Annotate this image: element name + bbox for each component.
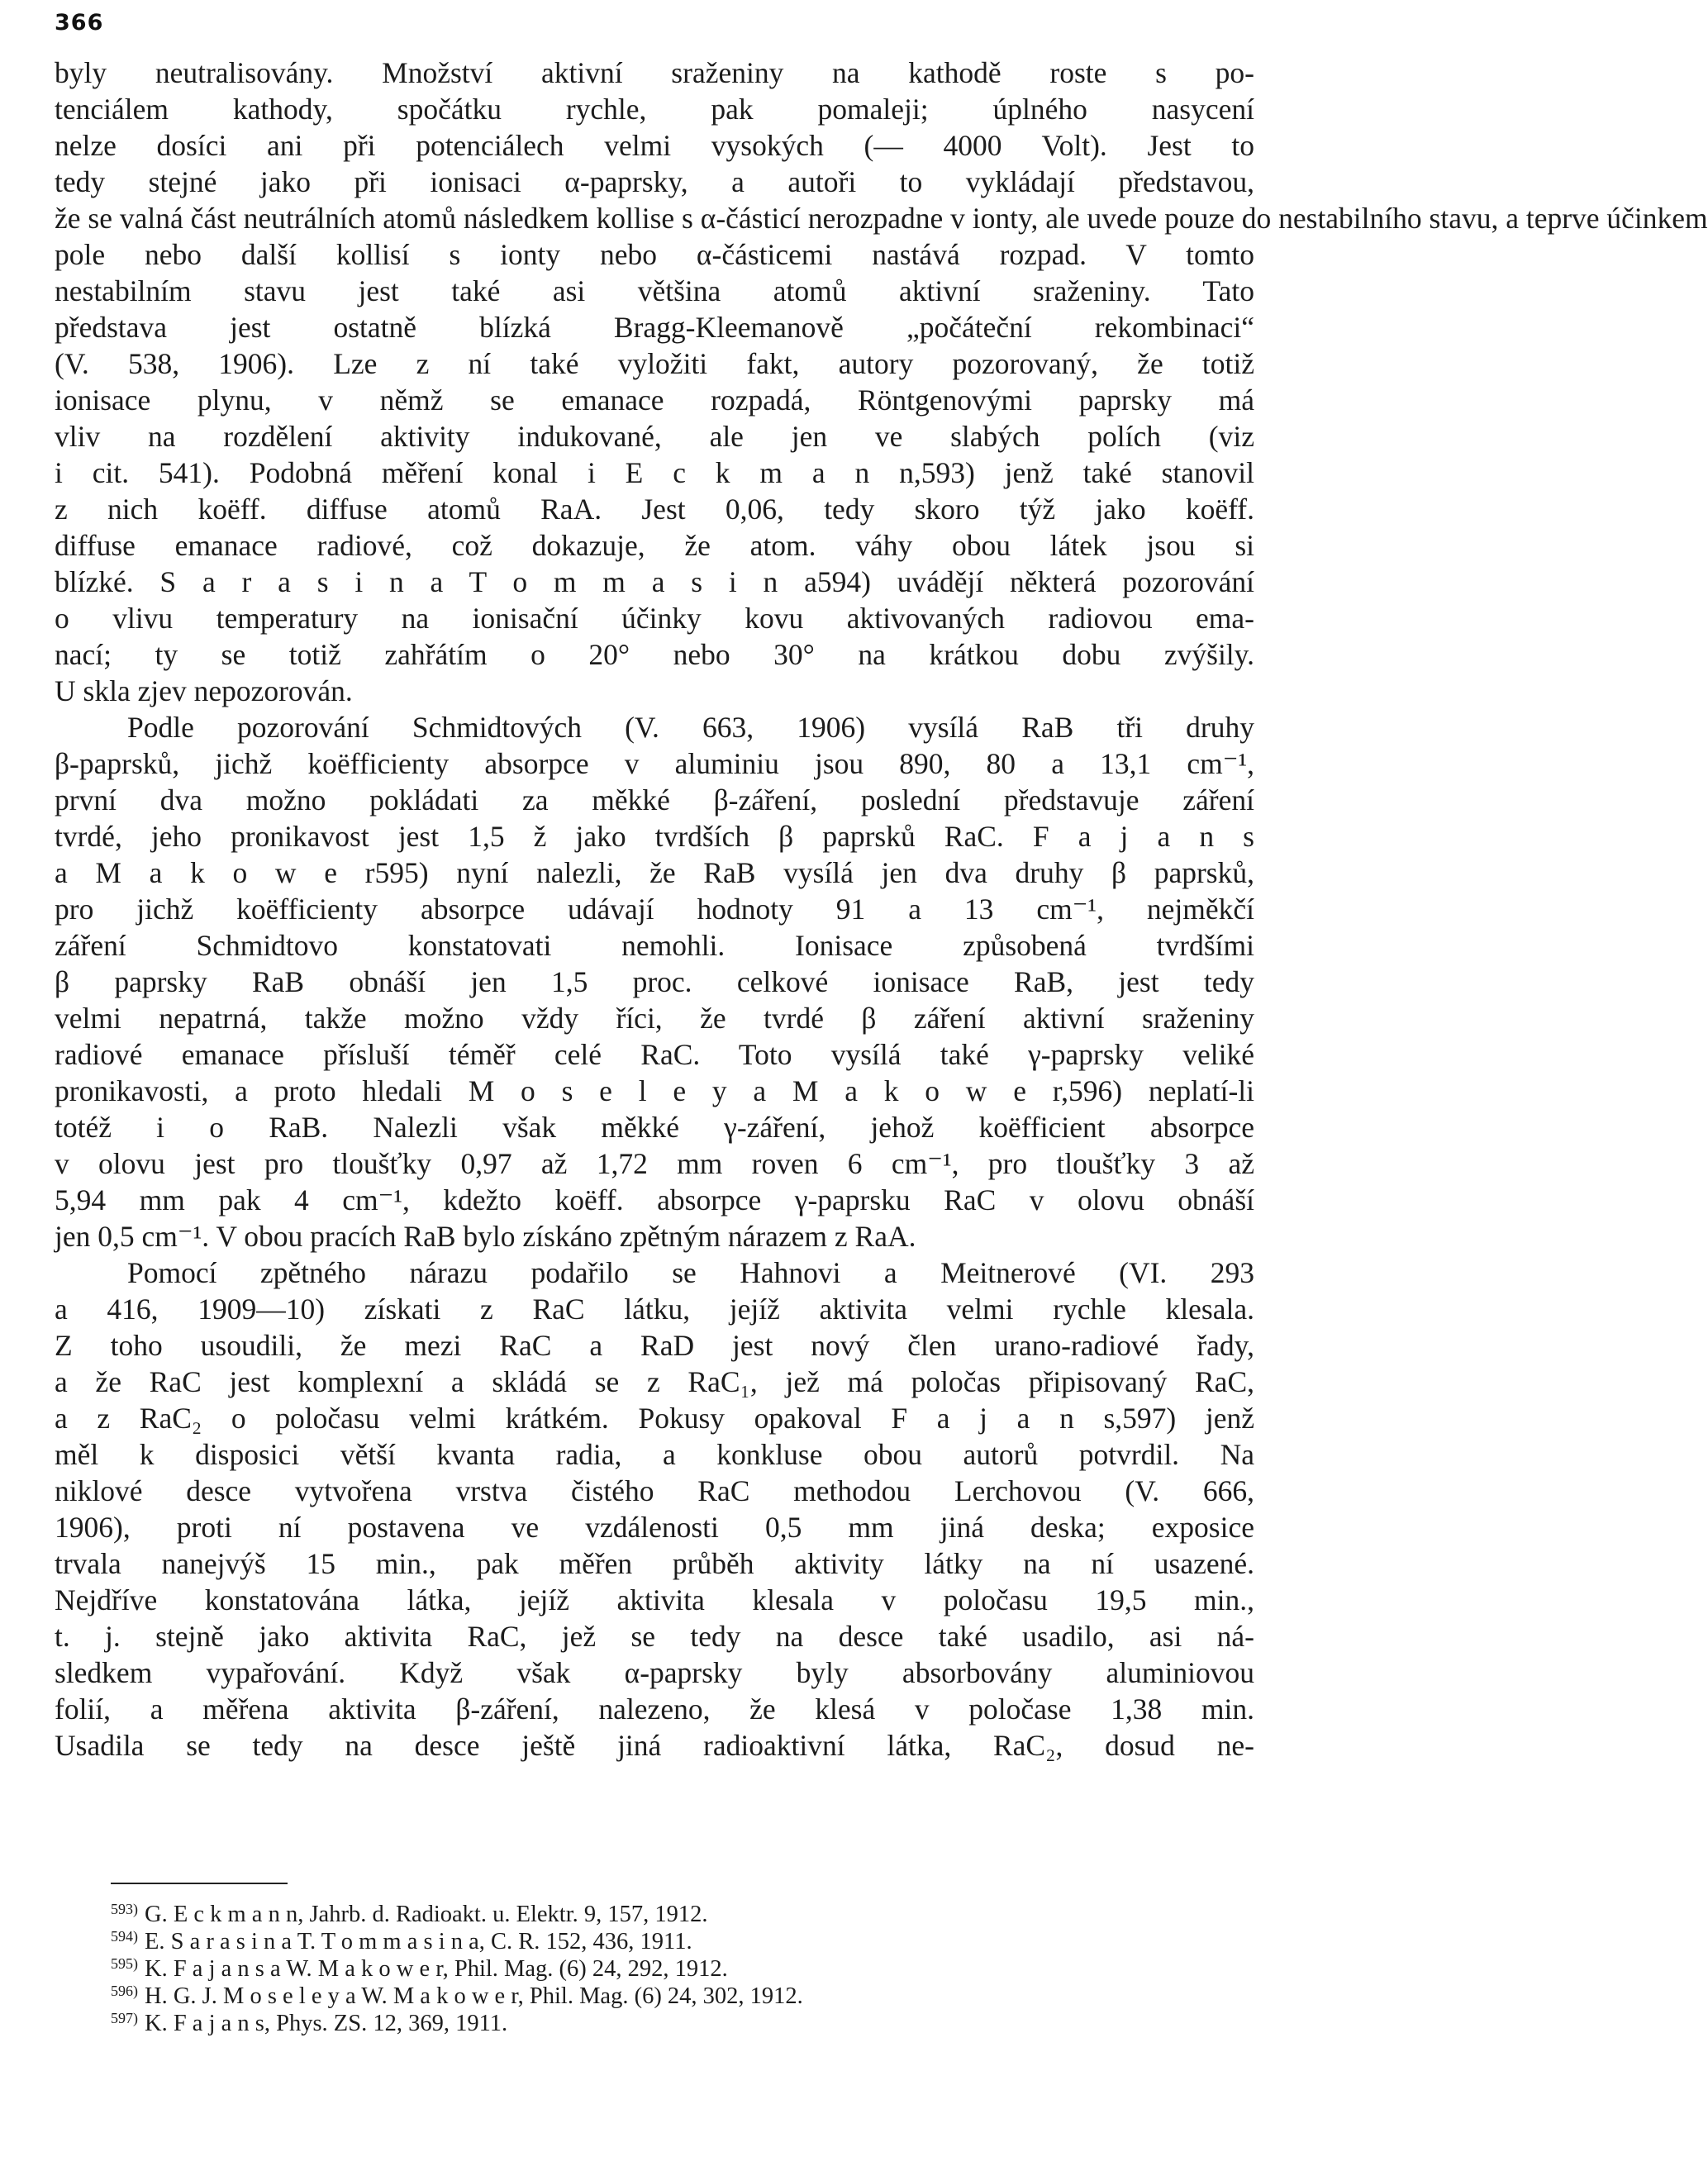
footnote-number: 593): [111, 1901, 138, 1917]
text-line: folií, a měřena aktivita β-záření, nalezeno, že klesá v poločase 1,38 min.: [55, 1693, 1254, 1726]
footnotes: [111, 1896, 1185, 2036]
page-number: 366: [55, 10, 104, 36]
footnote-text: H. G. J. M o s e l e y a W. M a k o w e r, Phil. Mag. (6) 24, 302, 1912.: [145, 1983, 803, 2009]
footnote-text: G. E c k m a n n, Jahrb. d. Radioakt. u. Elektr. 9, 157, 1912.: [145, 1902, 708, 1927]
body-text: [55, 55, 1708, 1764]
footnote-divider: [111, 1883, 288, 1884]
footnote: [111, 1923, 1185, 1954]
footnote-number: 595): [111, 1955, 138, 1972]
text-line: ionisace plynu, v němž se emanace rozpadá, Röntgenovými paprsky má: [55, 383, 1254, 417]
text-line: Pomocí zpětného nárazu podařilo se Hahnovi a Meitnerové (VI. 293: [127, 1256, 1254, 1289]
text-line: Nejdříve konstatována látka, jejíž aktivita klesala v poločasu 19,5 min.,: [55, 1583, 1254, 1616]
text-line: radiové emanace přísluší téměř celé RaC. Toto vysílá také γ-paprsky veliké: [55, 1038, 1254, 1071]
text-line: z nich koëff. diffuse atomů RaA. Jest 0,06, tedy skoro týž jako koëff.: [55, 493, 1254, 526]
text-line: pronikavosti, a proto hledali M o s e l e y a M a k o w e r,596) neplatí-li: [55, 1074, 1254, 1107]
text-line: sledkem vypařování. Když však α-paprsky byly absorbovány aluminiovou: [55, 1656, 1254, 1689]
text-line: trvala nanejvýš 15 min., pak měřen průběh aktivity látky na ní usazené.: [55, 1547, 1254, 1580]
text-line: t. j. stejně jako aktivita RaC, jež se tedy na desce také usadilo, asi ná-: [55, 1620, 1254, 1653]
text-line: blízké. S a r a s i n a T o m m a s i n a594) uvádějí některá pozorování: [55, 565, 1254, 598]
text-line: že se valná část neutrálních atomů následkem kollise s α-částicí nerozpadne v ionty, ale uvede pouze do nestabilního stavu, a teprve účinkem: [55, 202, 1708, 235]
text-line: a 416, 1909—10) získati z RaC látku, jejíž aktivita velmi rychle klesala.: [55, 1293, 1254, 1326]
text-line: nestabilním stavu jest také asi většina atomů aktivní sraženiny. Tato: [55, 274, 1254, 307]
text-line: pro jichž koëfficienty absorpce udávají hodnoty 91 a 13 cm⁻¹, nejměkčí: [55, 893, 1254, 926]
text-line: nelze dosíci ani při potenciálech velmi vysokých (— 4000 Volt). Jest to: [55, 129, 1254, 162]
text-line: záření Schmidtovo konstatovati nemohli. Ionisace způsobená tvrdšími: [55, 929, 1254, 962]
footnote-number: 594): [111, 1928, 138, 1945]
text-line: β-paprsků, jichž koëfficienty absorpce v aluminiu jsou 890, 80 a 13,1 cm⁻¹,: [55, 747, 1254, 780]
text-line: představa jest ostatně blízká Bragg-Kleemanově „počáteční rekombinaci“: [55, 311, 1254, 344]
footnote-text: K. F a j a n s, Phys. ZS. 12, 369, 1911.: [145, 2011, 508, 2036]
text-line: (V. 538, 1906). Lze z ní také vyložiti fakt, autory pozorovaný, že totiž: [55, 347, 1254, 380]
text-line: niklové desce vytvořena vrstva čistého RaC methodou Lerchovou (V. 666,: [55, 1474, 1254, 1507]
text-line: β paprsky RaB obnáší jen 1,5 proc. celkové ionisace RaB, jest tedy: [55, 965, 1254, 998]
text-line: měl k disposici větší kvanta radia, a konkluse obou autorů potvrdil. Na: [55, 1438, 1254, 1471]
footnote-text: K. F a j a n s a W. M a k o w e r, Phil. Mag. (6) 24, 292, 1912.: [145, 1956, 728, 1982]
text-line: Usadila se tedy na desce ještě jiná radioaktivní látka, RaC₂, dosud ne-: [55, 1729, 1254, 1762]
text-line: Podle pozorování Schmidtových (V. 663, 1906) vysílá RaB tři druhy: [127, 711, 1254, 744]
text-line: velmi nepatrná, takže možno vždy říci, že tvrdé β záření aktivní sraženiny: [55, 1002, 1254, 1035]
text-line: a M a k o w e r595) nyní nalezli, že RaB vysílá jen dva druhy β paprsků,: [55, 856, 1254, 889]
text-line: jen 0,5 cm⁻¹. V obou pracích RaB bylo získáno zpětným nárazem z RaA.: [55, 1220, 916, 1253]
text-line: 5,94 mm pak 4 cm⁻¹, kdežto koëff. absorpce γ-paprsku RaC v olovu obnáší: [55, 1183, 1254, 1216]
text-line: 1906), proti ní postavena ve vzdálenosti 0,5 mm jiná deska; exposice: [55, 1511, 1254, 1544]
text-line: i cit. 541). Podobná měření konal i E c k m a n n,593) jenž také stanovil: [55, 456, 1254, 489]
footnote: [111, 1978, 1185, 2009]
footnote: [111, 1896, 1185, 1927]
text-line: první dva možno pokládati za měkké β-záření, poslední představuje záření: [55, 783, 1254, 817]
text-line: a z RaC₂ o poločasu velmi krátkém. Pokusy opakoval F a j a n s,597) jenž: [55, 1402, 1254, 1435]
text-line: pole nebo další kollisí s ionty nebo α-částicemi nastává rozpad. V tomto: [55, 238, 1254, 271]
text-line: o vlivu temperatury na ionisační účinky kovu aktivovaných radiovou ema-: [55, 602, 1254, 635]
footnote: [111, 1950, 1185, 1982]
text-line: byly neutralisovány. Množství aktivní sraženiny na kathodě roste s po-: [55, 56, 1254, 89]
footnote-text: E. S a r a s i n a T. T o m m a s i n a, C. R. 152, 436, 1911.: [145, 1929, 692, 1954]
text-line: totéž i o RaB. Nalezli však měkké γ-záření, jehož koëfficient absorpce: [55, 1111, 1254, 1144]
text-line: nací; ty se totiž zahřátím o 20° nebo 30° na krátkou dobu zvýšily.: [55, 638, 1254, 671]
text-line: v olovu jest pro tloušťky 0,97 až 1,72 mm roven 6 cm⁻¹, pro tloušťky 3 až: [55, 1147, 1254, 1180]
footnote-number: 597): [111, 2010, 138, 2026]
text-line: U skla zjev nepozorován.: [55, 674, 353, 707]
text-line: tedy stejné jako při ionisaci α-paprsky, a autoři to vykládají představou,: [55, 165, 1254, 198]
text-line: tvrdé, jeho pronikavost jest 1,5 ž jako tvrdších β paprsků RaC. F a j a n s: [55, 820, 1254, 853]
footnote-number: 596): [111, 1983, 138, 1999]
text-line: Z toho usoudili, že mezi RaC a RaD jest nový člen urano-radiové řady,: [55, 1329, 1254, 1362]
text-line: diffuse emanace radiové, což dokazuje, že atom. váhy obou látek jsou si: [55, 529, 1254, 562]
text-line: tenciálem kathody, spočátku rychle, pak pomaleji; úplného nasycení: [55, 93, 1254, 126]
text-line: a že RaC jest komplexní a skládá se z RaC₁, jež má poločas připisovaný RaC,: [55, 1365, 1254, 1398]
text-line: vliv na rozdělení aktivity indukované, ale jen ve slabých polích (viz: [55, 420, 1254, 453]
